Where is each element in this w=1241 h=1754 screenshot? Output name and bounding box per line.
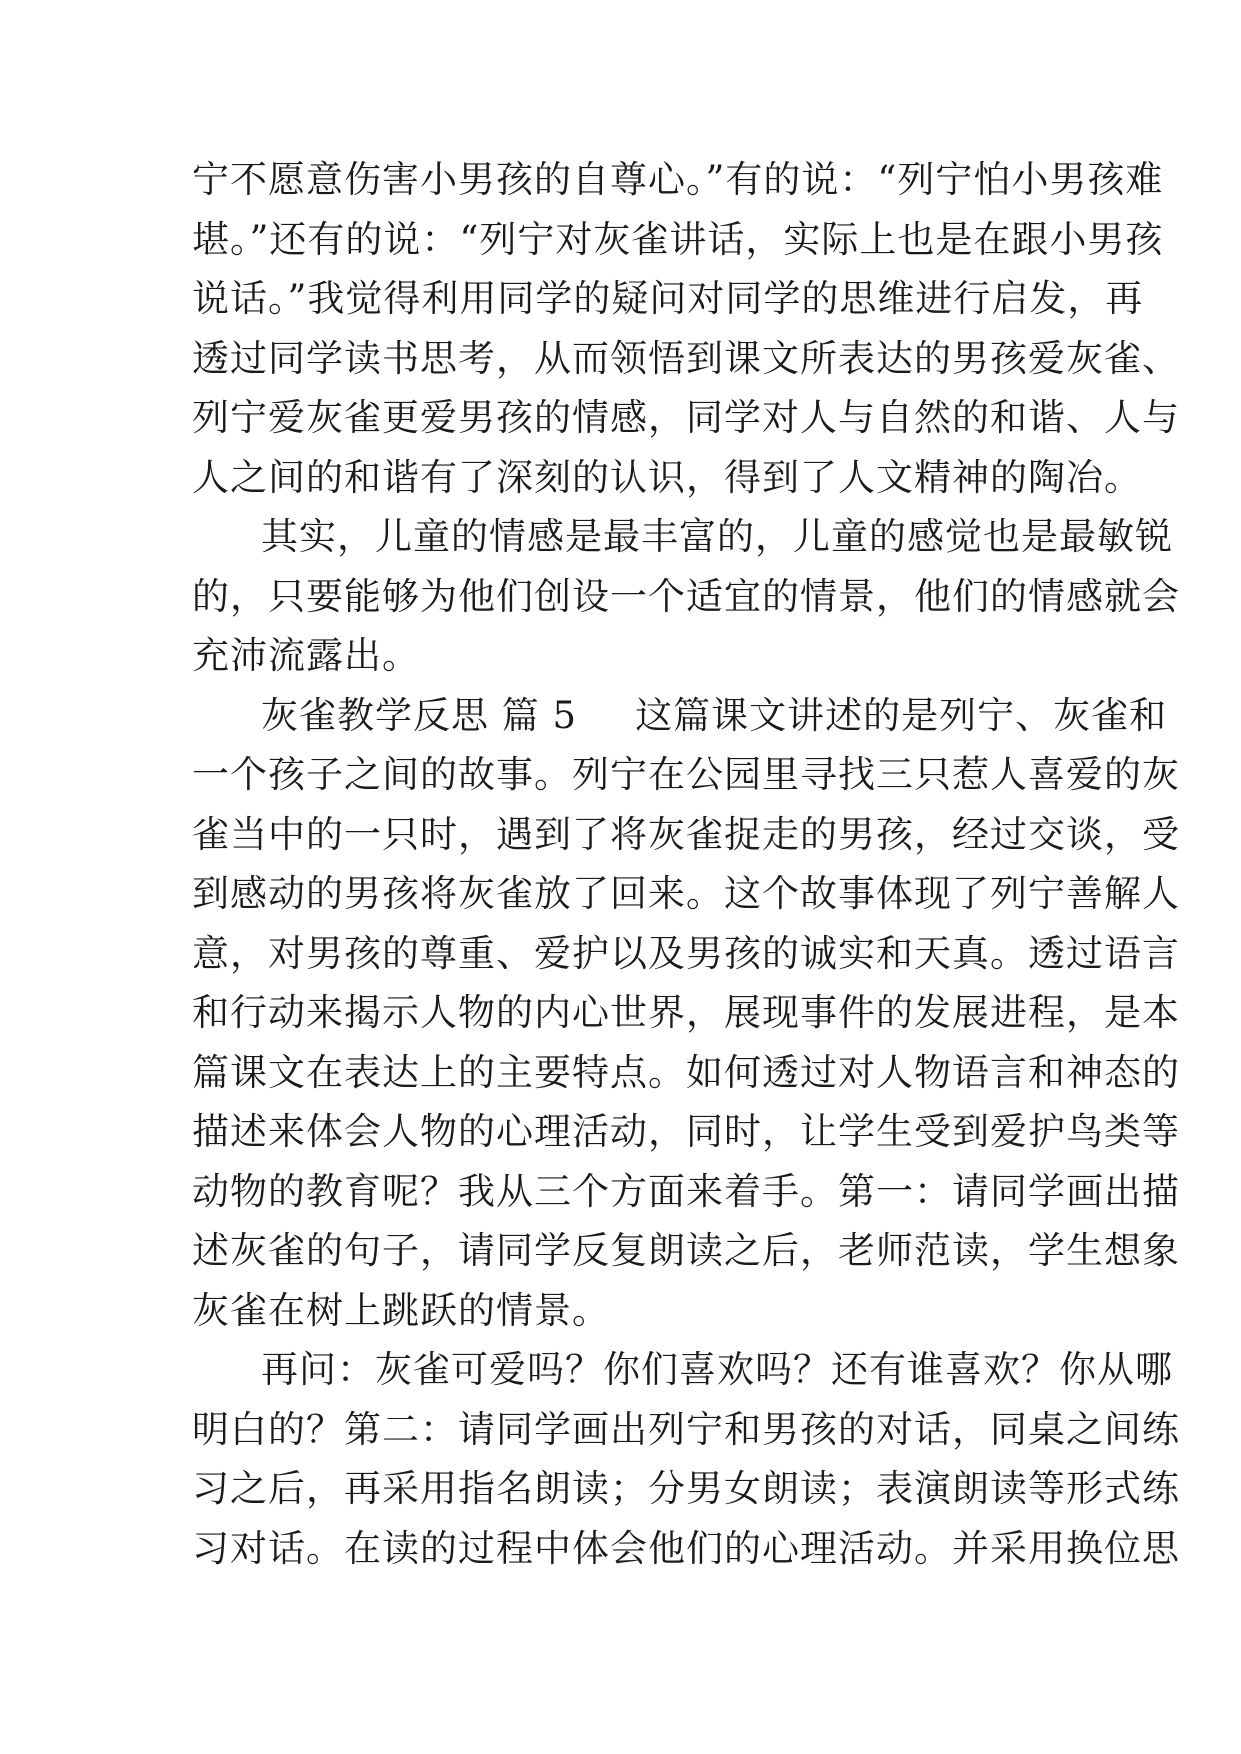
text-line: 说话。”我觉得利用同学的疑问对同学的思维进行启发，再 [192,277,1144,320]
text-line: 宁不愿意伤害小男孩的自尊心。”有的说：“列宁怕小男孩难 [192,158,1164,201]
text-line: 堪。”还有的说：“列宁对灰雀讲话，实际上也是在跟小男孩 [192,217,1164,261]
text-line: 到感动的男孩将灰雀放了回来。这个故事体现了列宁善解人 [192,872,1180,915]
text-line [192,686,1168,746]
text-line: 其实，儿童的情感是最丰富的，儿童的感觉也是最敏锐 [261,515,1173,558]
text-line [192,626,1072,686]
text-line: 透过同学读书思考，从而领悟到课文所表达的男孩爱灰雀、 [192,336,1180,380]
line-text: 这篇课文讲述的是列宁、灰雀和 [635,693,1168,737]
text-line: 一个孩子之间的故事。列宁在公园里寻找三只惹人喜爱的灰 [192,753,1180,796]
text-line: 动物的教育呢？我从三个方面来着手。第一：请同学画出描 [192,1169,1180,1213]
text-line: 的，只要能够为他们创设一个适宜的情景，他们的情感就会 [192,574,1180,618]
text-line: 再问：灰雀可爱吗？你们喜欢吗？还有谁喜欢？你从哪 [261,1348,1173,1391]
text-line: 明白的？第二：请同学画出列宁和男孩的对话，同桌之间练 [192,1407,1180,1451]
text-line: 习之后，再采用指名朗读；分男女朗读；表演朗读等形式练 [192,1467,1180,1510]
text-line: 述灰雀的句子，请同学反复朗读之后，老师范读，学生想象 [192,1229,1180,1272]
line-text: 灰雀在树上跳跃的情景。 [192,1288,610,1332]
text-line: 描述来体会人物的心理活动，同时，让学生受到爱护鸟类等 [192,1110,1180,1153]
text-line: 列宁爱灰雀更爱男孩的情感，同学对人与自然的和谐、人与 [192,396,1180,439]
text-line: 和行动来揭示人物的内心世界，展现事件的发展进程，是本 [192,991,1180,1034]
line-text: 充沛流露出。 [192,634,420,677]
text-line: 意，对男孩的尊重、爱护以及男孩的诚实和天真。透过语言 [192,931,1180,975]
line-text: 人之间的和谐有了深刻的认识，得到了人文精神的陶冶。 [192,455,1142,499]
section-heading: 灰雀教学反思 篇 5 [261,693,578,737]
text-line: 习对话。在读的过程中体会他们的心理活动。并采用换位思 [192,1526,1180,1570]
text-line [192,448,1142,508]
body-text [192,150,1180,1578]
text-line: 篇课文在表达上的主要特点。如何透过对人物语言和神态的 [192,1050,1180,1094]
text-line [192,1281,1072,1341]
text-line: 雀当中的一只时，遇到了将灰雀捉走的男孩，经过交谈，受 [192,812,1180,856]
